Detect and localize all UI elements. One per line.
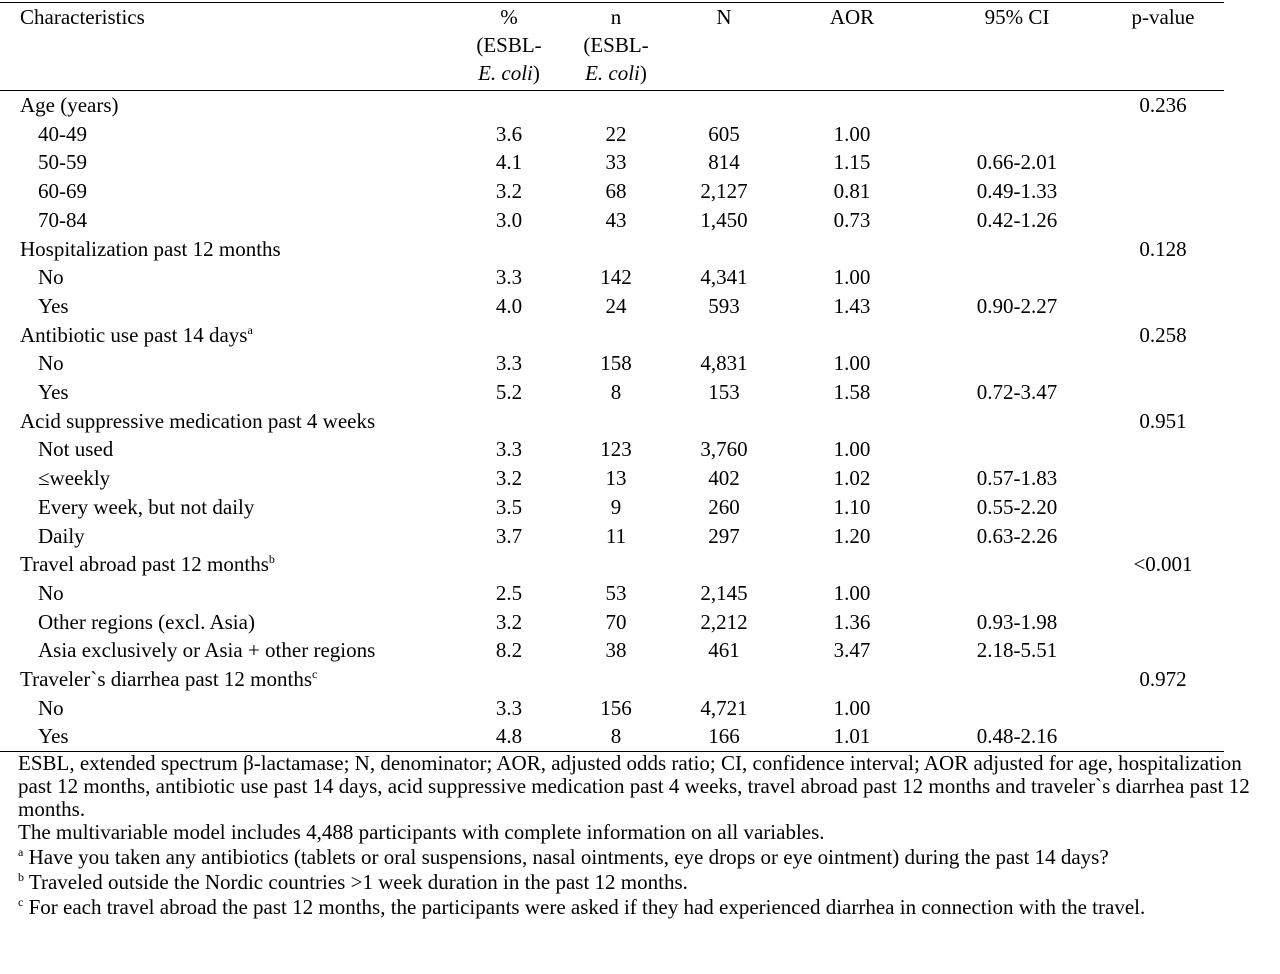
col-aor xyxy=(772,3,932,91)
cell-aor: 1.00 xyxy=(833,121,871,146)
cell-aor: 3.47 xyxy=(833,638,871,663)
cell-n: 70 xyxy=(605,609,627,634)
footnote-c-text: For each travel abroad the past 12 months, the participants were asked if they had experienced diarrhea in connection with the travel. xyxy=(23,895,1146,919)
cell-pvalue xyxy=(1102,148,1224,177)
cell-ci: 0.93-1.98 xyxy=(976,609,1058,634)
cell-denominator: 3,760 xyxy=(700,437,748,462)
cell-percent: 3.2 xyxy=(495,466,523,491)
cell-denominator: 2,145 xyxy=(700,580,748,605)
cell-aor: 1.20 xyxy=(833,523,871,548)
col-characteristics xyxy=(0,3,462,91)
cell-denominator: 1,450 xyxy=(700,207,748,232)
label-text: 60-69 xyxy=(38,179,87,204)
cell-aor: 1.00 xyxy=(833,695,871,720)
cell-percent: 3.3 xyxy=(495,695,523,720)
label-text: No xyxy=(38,695,64,720)
cell-percent: 3.6 xyxy=(495,121,523,146)
label-text: Yes xyxy=(38,380,69,405)
table-row xyxy=(0,608,1224,637)
col-n-line1: n xyxy=(610,5,622,29)
cell-pvalue xyxy=(1102,522,1224,551)
label-text: No xyxy=(38,351,64,376)
group-label xyxy=(0,550,462,579)
cell-n: 43 xyxy=(605,207,627,232)
label-text: No xyxy=(38,580,64,605)
cell-percent: 2.5 xyxy=(495,580,523,605)
cell-pvalue xyxy=(1102,493,1224,522)
cell-aor: 1.01 xyxy=(772,722,932,751)
cell-denominator: 260 xyxy=(708,494,740,519)
cell-ci xyxy=(932,407,1102,436)
table-row xyxy=(0,206,1224,235)
category-label xyxy=(0,263,462,292)
col-characteristics-label: Characteristics xyxy=(20,5,145,29)
col-n-line2: (ESBL- xyxy=(583,33,649,57)
table-row xyxy=(0,694,1224,723)
cell-aor: 1.58 xyxy=(833,380,871,405)
cell-denominator: 153 xyxy=(708,380,740,405)
cell-ci xyxy=(932,579,1102,608)
group-label xyxy=(0,91,462,120)
group-label xyxy=(0,665,462,694)
label-text: Asia exclusively or Asia + other regions xyxy=(38,638,376,663)
table-row xyxy=(0,722,1224,751)
cell-aor: 1.00 xyxy=(833,437,871,462)
cell-pvalue: <0.001 xyxy=(1133,552,1193,577)
col-denominator-label: N xyxy=(716,5,732,29)
cell-percent: 3.2 xyxy=(495,609,523,634)
category-label xyxy=(0,636,462,665)
table-body xyxy=(0,91,1224,752)
cell-ci: 0.42-1.26 xyxy=(976,207,1058,232)
col-aor-label: AOR xyxy=(829,5,875,29)
col-pvalue xyxy=(1102,3,1224,91)
col-pvalue-label: p-value xyxy=(1131,5,1195,29)
footnote-a-mark: a xyxy=(18,845,24,859)
cell-ci: 0.90-2.27 xyxy=(976,293,1058,318)
cell-ci xyxy=(932,321,1102,350)
cell-percent: 8.2 xyxy=(495,638,523,663)
cell-denominator: 605 xyxy=(708,121,740,146)
cell-pvalue xyxy=(1102,378,1224,407)
cell-pvalue xyxy=(1102,435,1224,464)
cell-ci: 0.48-2.16 xyxy=(932,722,1102,751)
cell-pvalue: 0.258 xyxy=(1139,322,1187,347)
table-row xyxy=(0,378,1224,407)
table-row-group xyxy=(0,321,1224,350)
label-text: Daily xyxy=(38,523,85,548)
cell-ci xyxy=(932,694,1102,723)
cell-percent xyxy=(462,665,556,694)
footnote-c-mark: c xyxy=(18,895,24,909)
label-text: Acid suppressive medication past 4 weeks xyxy=(20,408,376,433)
group-label xyxy=(0,235,462,264)
label-text: Yes xyxy=(38,724,69,749)
cell-denominator: 2,127 xyxy=(700,179,748,204)
group-label xyxy=(0,321,462,350)
cell-n: 13 xyxy=(605,466,627,491)
cell-denominator: 814 xyxy=(708,150,740,175)
cell-pvalue xyxy=(1102,292,1224,321)
table-row-group xyxy=(0,91,1224,120)
cell-aor xyxy=(772,407,932,436)
cell-percent xyxy=(462,550,556,579)
cell-percent: 3.0 xyxy=(495,207,523,232)
cell-ci: 2.18-5.51 xyxy=(976,638,1058,663)
table-row xyxy=(0,148,1224,177)
col-ci xyxy=(932,3,1102,91)
table-row-group xyxy=(0,665,1224,694)
cell-ci: 0.72-3.47 xyxy=(976,380,1058,405)
footnote-a xyxy=(18,846,1280,869)
cell-percent: 3.3 xyxy=(495,437,523,462)
cell-aor: 1.00 xyxy=(833,351,871,376)
cell-n xyxy=(556,407,676,436)
cell-aor xyxy=(772,550,932,579)
label-text: Age (years) xyxy=(20,93,119,117)
cell-pvalue xyxy=(1102,579,1224,608)
cell-denominator: 2,212 xyxy=(700,609,748,634)
header-row xyxy=(0,3,1224,91)
col-ci-label: 95% CI xyxy=(984,5,1050,29)
col-percent-tail: ) xyxy=(532,61,540,85)
cell-ci xyxy=(932,120,1102,149)
cell-aor: 0.81 xyxy=(833,179,871,204)
footnote-c xyxy=(18,896,1280,919)
category-label xyxy=(0,435,462,464)
footnote-a-text: Have you taken any antibiotics (tablets or oral suspensions, nasal ointments, eye drops or eye ointment) during the past 14 days? xyxy=(23,845,1109,869)
col-percent xyxy=(462,3,556,91)
label-text: Every week, but not daily xyxy=(38,494,255,519)
category-label xyxy=(0,349,462,378)
table-row xyxy=(0,292,1224,321)
cell-pvalue: 0.236 xyxy=(1139,93,1187,117)
table-footnotes xyxy=(18,752,1280,919)
cell-ci: 0.63-2.26 xyxy=(976,523,1058,548)
table-row xyxy=(0,120,1224,149)
cell-ci xyxy=(932,435,1102,464)
cell-denominator: 297 xyxy=(708,523,740,548)
cell-n: 68 xyxy=(605,179,627,204)
table-row xyxy=(0,522,1224,551)
cell-aor: 1.02 xyxy=(833,466,871,491)
cell-n: 33 xyxy=(605,150,627,175)
category-label xyxy=(0,522,462,551)
cell-percent xyxy=(462,235,556,264)
cell-ci: 0.55-2.20 xyxy=(976,494,1058,519)
col-n-tail: ) xyxy=(639,61,647,85)
cell-n xyxy=(556,665,676,694)
cell-aor: 1.00 xyxy=(833,265,871,290)
cell-percent: 4.0 xyxy=(495,293,523,318)
cell-denominator xyxy=(676,665,772,694)
cell-denominator: 4,831 xyxy=(700,351,748,376)
cell-pvalue: 0.951 xyxy=(1139,408,1187,433)
cell-denominator: 593 xyxy=(708,293,740,318)
cell-ci: 0.57-1.83 xyxy=(976,466,1058,491)
col-denominator xyxy=(676,3,772,91)
footnote-b xyxy=(18,871,1280,894)
cell-pvalue xyxy=(1102,349,1224,378)
table-row xyxy=(0,579,1224,608)
footnote-marker: b xyxy=(268,552,275,567)
label-text: Traveler`s diarrhea past 12 months xyxy=(20,667,312,692)
cell-denominator: 4,341 xyxy=(700,265,748,290)
cell-percent: 3.3 xyxy=(495,265,523,290)
cell-aor: 0.73 xyxy=(833,207,871,232)
cell-denominator xyxy=(676,91,772,120)
cell-percent: 5.2 xyxy=(495,380,523,405)
category-label xyxy=(0,464,462,493)
footnote-b-mark: b xyxy=(18,870,24,884)
cell-n xyxy=(556,91,676,120)
cell-denominator xyxy=(676,550,772,579)
category-label xyxy=(0,148,462,177)
cell-n: 142 xyxy=(600,265,632,290)
cell-ci xyxy=(932,263,1102,292)
cell-ci xyxy=(932,349,1102,378)
cell-percent: 3.5 xyxy=(495,494,523,519)
cell-denominator xyxy=(676,235,772,264)
label-text: 40-49 xyxy=(38,121,87,146)
cell-aor xyxy=(772,235,932,264)
cell-denominator: 166 xyxy=(676,722,772,751)
category-label xyxy=(0,206,462,235)
table-row xyxy=(0,177,1224,206)
cell-ci xyxy=(932,91,1102,120)
footnote-b-text: Traveled outside the Nordic countries >1 week duration in the past 12 months. xyxy=(24,870,688,894)
col-percent-line1: % xyxy=(500,5,518,29)
cell-percent: 4.1 xyxy=(495,150,523,175)
cell-pvalue xyxy=(1102,120,1224,149)
category-label xyxy=(0,177,462,206)
cell-pvalue xyxy=(1102,206,1224,235)
table-row xyxy=(0,493,1224,522)
cell-pvalue xyxy=(1102,636,1224,665)
table-row-group xyxy=(0,550,1224,579)
label-text: ≤weekly xyxy=(38,466,111,491)
cell-percent: 3.7 xyxy=(495,523,523,548)
label-text: Other regions (excl. Asia) xyxy=(38,609,255,634)
cell-aor xyxy=(772,665,932,694)
cell-pvalue xyxy=(1102,464,1224,493)
label-text: Yes xyxy=(38,293,69,318)
cell-percent: 3.2 xyxy=(495,179,523,204)
cell-n: 123 xyxy=(600,437,632,462)
table-row xyxy=(0,464,1224,493)
category-label xyxy=(0,722,462,751)
group-label xyxy=(0,407,462,436)
cell-pvalue xyxy=(1102,263,1224,292)
category-label xyxy=(0,493,462,522)
label-text: No xyxy=(38,265,64,290)
table-row xyxy=(0,435,1224,464)
category-label xyxy=(0,694,462,723)
cell-pvalue xyxy=(1102,694,1224,723)
category-label xyxy=(0,608,462,637)
cell-pvalue xyxy=(1102,177,1224,206)
cell-aor: 1.15 xyxy=(833,150,871,175)
cell-n xyxy=(556,321,676,350)
cell-percent: 4.8 xyxy=(462,722,556,751)
col-percent-species: E. coli xyxy=(478,61,533,85)
cell-n: 38 xyxy=(605,638,627,663)
category-label xyxy=(0,579,462,608)
cell-aor xyxy=(772,321,932,350)
footnote-model: The multivariable model includes 4,488 participants with complete information on all variables. xyxy=(18,820,825,844)
cell-denominator xyxy=(676,321,772,350)
table-row-group xyxy=(0,235,1224,264)
table-row xyxy=(0,636,1224,665)
footnote-marker: c xyxy=(312,667,318,682)
cell-denominator: 461 xyxy=(708,638,740,663)
label-text: 50-59 xyxy=(38,150,87,175)
cell-n: 22 xyxy=(605,121,627,146)
cell-n: 158 xyxy=(600,351,632,376)
label-text: Not used xyxy=(38,437,114,462)
cell-aor: 1.10 xyxy=(833,494,871,519)
cell-aor: 1.00 xyxy=(833,580,871,605)
cell-denominator: 4,721 xyxy=(700,695,748,720)
cell-percent xyxy=(462,321,556,350)
cell-n: 9 xyxy=(610,494,622,519)
cell-percent: 3.3 xyxy=(495,351,523,376)
cell-aor xyxy=(772,91,932,120)
category-label xyxy=(0,292,462,321)
cell-aor: 1.36 xyxy=(833,609,871,634)
cell-percent xyxy=(462,407,556,436)
cell-n: 53 xyxy=(605,580,627,605)
cell-denominator xyxy=(676,407,772,436)
col-percent-line3 xyxy=(462,59,556,87)
col-n-species: E. coli xyxy=(585,61,640,85)
cell-ci xyxy=(932,665,1102,694)
cell-n: 8 xyxy=(556,722,676,751)
cell-ci xyxy=(932,235,1102,264)
cell-n: 8 xyxy=(610,380,622,405)
cell-ci: 0.49-1.33 xyxy=(976,179,1058,204)
cell-aor: 1.43 xyxy=(833,293,871,318)
col-percent-line2: (ESBL- xyxy=(476,33,542,57)
table-row xyxy=(0,349,1224,378)
cell-denominator: 402 xyxy=(708,466,740,491)
results-table xyxy=(0,2,1224,752)
category-label xyxy=(0,378,462,407)
cell-percent xyxy=(462,91,556,120)
footnote-marker: a xyxy=(247,322,253,337)
cell-pvalue: 0.972 xyxy=(1139,667,1187,692)
cell-ci: 0.66-2.01 xyxy=(976,150,1058,175)
table-row xyxy=(0,263,1224,292)
cell-ci xyxy=(932,550,1102,579)
col-n-line3 xyxy=(556,59,676,87)
label-text: Hospitalization past 12 months xyxy=(20,236,281,261)
cell-pvalue xyxy=(1102,608,1224,637)
cell-pvalue: 0.128 xyxy=(1139,236,1187,261)
col-n xyxy=(556,3,676,91)
table-row-group xyxy=(0,407,1224,436)
label-text: 70-84 xyxy=(38,207,87,232)
cell-n: 24 xyxy=(605,293,627,318)
cell-n xyxy=(556,550,676,579)
cell-pvalue xyxy=(1102,722,1224,751)
cell-n xyxy=(556,235,676,264)
footnote-abbreviations: ESBL, extended spectrum β-lactamase; N, denominator; AOR, adjusted odds ratio; CI, confidence interval; AOR adjusted for age, hospitalization past 12 months, antibiotic use past 14 days, acid suppressive medication past 4 weeks, travel abroad past 12 months and traveler`s diarrhea past 12 months. xyxy=(18,751,1250,821)
cell-n: 11 xyxy=(605,523,627,548)
cell-n: 156 xyxy=(600,695,632,720)
category-label xyxy=(0,120,462,149)
label-text: Antibiotic use past 14 days xyxy=(20,322,248,347)
label-text: Travel abroad past 12 months xyxy=(20,552,269,577)
